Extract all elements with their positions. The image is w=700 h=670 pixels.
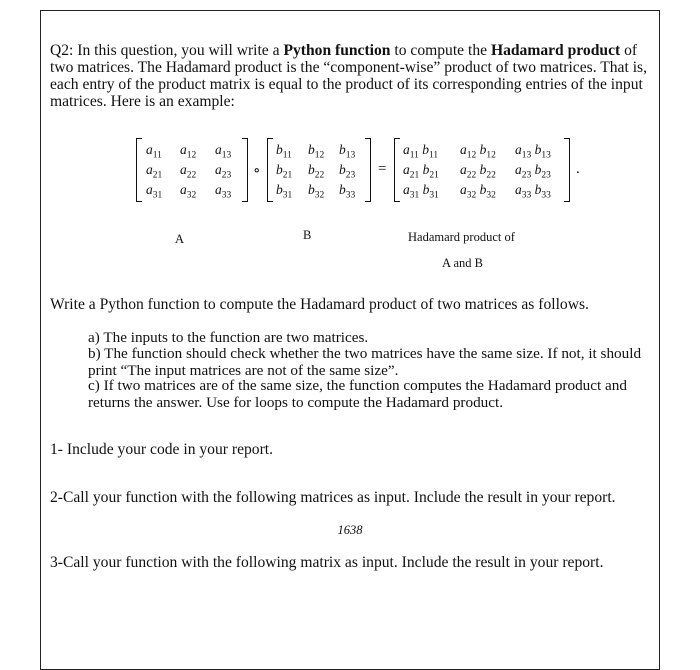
matrix-product	[394, 138, 570, 202]
bold-python-function: Python function	[283, 42, 391, 59]
question-intro: Q2: In this question, you will write a Python function to compute the Hadamard product of two matrices. The Hadamard product is the “component-wise” product of two matrices. That is, each entry of the product matrix is equal to the product of its corresponding entries of the input matrices. Here is an example:	[50, 42, 648, 110]
matrix-b-entry: $b_{33}$	[339, 182, 356, 201]
matrix-a-entry: $a_{13}$	[215, 142, 232, 161]
matrix-c-entry: $a_{22}$ $b_{22}$	[460, 162, 496, 181]
label-product-line1: Hadamard product of	[408, 230, 515, 244]
matrix-b-entry: $b_{21}$	[276, 162, 293, 181]
matrix-period: .	[576, 161, 580, 177]
matrix-a-entry: $a_{23}$	[215, 162, 232, 181]
matrix-b-entry: $b_{23}$	[339, 162, 356, 181]
matrix-c-entry: $a_{31}$ $b_{31}$	[403, 182, 439, 201]
matrix-a-entry: $a_{22}$	[180, 162, 197, 181]
matrix-a-entry: $a_{12}$	[180, 142, 197, 161]
matrix-a-entry: $a_{21}$	[146, 162, 163, 181]
task-2: 2-Call your function with the following matrices as input. Include the result in your report.	[50, 489, 616, 506]
requirement-c: c) If two matrices are of the same size, the function computes the Hadamard product and returns the answer. Use for loops to compute the Hadamard product.	[88, 377, 627, 411]
bold-hadamard-product: Hadamard product	[490, 42, 621, 59]
label-product-line2: A and B	[442, 256, 483, 270]
matrix-a-entry: $a_{31}$	[146, 182, 163, 201]
matrix-c-entry: $a_{13}$ $b_{13}$	[515, 142, 551, 161]
matrix-b-entry: $b_{32}$	[308, 182, 325, 201]
matrix-a-entry: $a_{32}$	[180, 182, 197, 201]
label-b: B	[303, 228, 312, 242]
matrix-b-entry: $b_{11}$	[276, 142, 292, 161]
matrix-c-entry: $a_{23}$ $b_{23}$	[515, 162, 551, 181]
matrix-b-entry: $b_{22}$	[308, 162, 325, 181]
requirement-b: b) The function should check whether the two matrices have the same size. If not, it should print “The input matrices are not of the same size”.	[88, 345, 642, 379]
matrix-a	[136, 138, 248, 202]
matrix-b-entry: $b_{31}$	[276, 182, 293, 201]
task-3: 3-Call your function with the following matrix as input. Include the result in your report.	[50, 554, 604, 571]
requirement-a: a) The inputs to the function are two matrices.	[88, 329, 369, 346]
matrix-b	[267, 138, 371, 202]
matrix-c-entry: $a_{12}$ $b_{12}$	[460, 142, 496, 161]
missing-image-placeholder: 1638	[337, 523, 363, 537]
matrix-c-entry: $a_{11}$ $b_{11}$	[403, 142, 439, 161]
task-1: 1- Include your code in your report.	[50, 441, 274, 458]
label-a: A	[175, 232, 185, 246]
matrix-c-entry: $a_{32}$ $b_{32}$	[460, 182, 496, 201]
instruction-text: Write a Python function to compute the Hadamard product of two matrices as follows.	[50, 296, 589, 313]
matrix-b-entry: $b_{12}$	[308, 142, 325, 161]
equals-sign: =	[378, 161, 387, 177]
matrix-c-entry: $a_{33}$ $b_{33}$	[515, 182, 551, 201]
matrix-a-entry: $a_{33}$	[215, 182, 232, 201]
matrix-b-entry: $b_{13}$	[339, 142, 356, 161]
matrix-a-entry: $a_{11}$	[146, 142, 162, 161]
hadamard-operator: ∘	[253, 163, 261, 179]
matrix-c-entry: $a_{21}$ $b_{21}$	[403, 162, 439, 181]
